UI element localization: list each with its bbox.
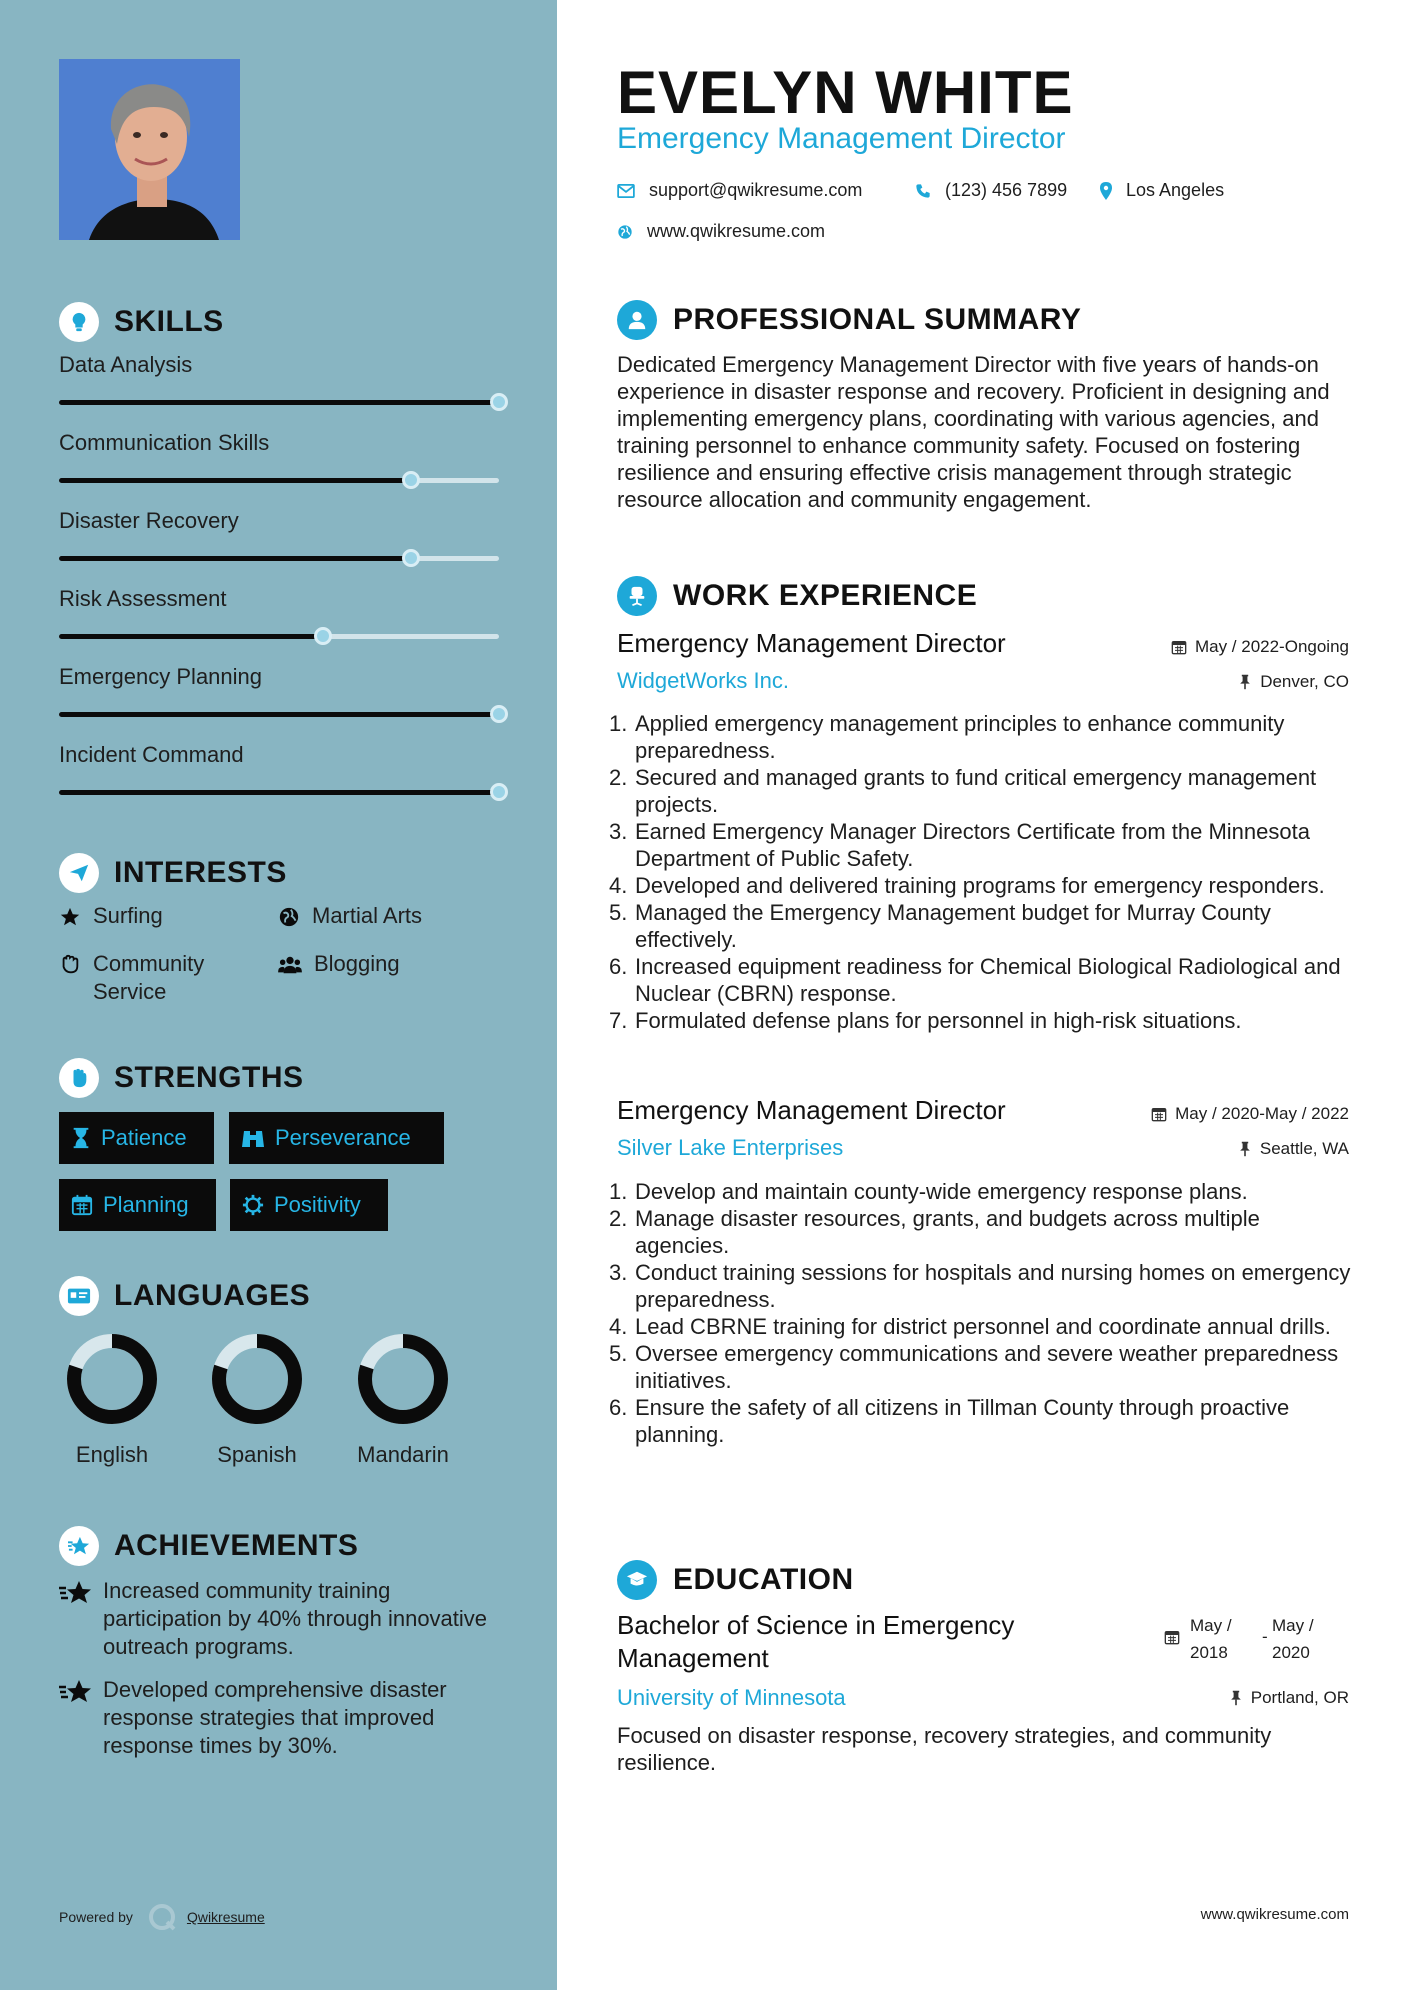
qwikresume-link[interactable]: Qwikresume	[186, 1909, 265, 1925]
skill-bar-knob	[490, 393, 508, 411]
globe-icon	[278, 906, 300, 928]
profile-photo	[59, 59, 240, 240]
duty-item: Conduct training sessions for hospitals and nursing homes on emergency preparedness.	[635, 1260, 1351, 1312]
skill-bar	[59, 790, 499, 795]
phone-text: (123) 456 7899	[945, 180, 1068, 200]
skill-label: Communication Skills	[59, 430, 270, 455]
phone-icon	[915, 183, 931, 199]
edu-location	[1229, 1688, 1349, 1708]
job-location-text: Denver, CO	[1260, 672, 1349, 691]
language-donut	[64, 1331, 160, 1427]
skill-bar	[59, 556, 499, 561]
interests-section-header	[59, 853, 287, 893]
education-heading: EDUCATION	[673, 1563, 854, 1596]
strength-badge	[230, 1179, 388, 1231]
achievement-text: Developed comprehensive disaster response strategies that improved response times by 30%.	[103, 1677, 447, 1758]
job-date-text: May / 2022-Ongoing	[1194, 637, 1349, 656]
edu-date-separator: -	[1262, 1627, 1268, 1646]
skill-bar-fill	[59, 478, 411, 483]
language-label: English	[75, 1442, 149, 1467]
duty-item: Lead CBRNE training for district personnel and coordinate annual drills.	[635, 1314, 1331, 1339]
powered-by-label: Powered by	[59, 1909, 133, 1925]
skill-bar-fill	[59, 712, 499, 717]
pushpin-icon	[1229, 1690, 1243, 1706]
strength-badge	[59, 1112, 214, 1164]
strengths-section-header	[59, 1058, 304, 1098]
edu-date-start: May / 2018	[1190, 1616, 1232, 1662]
duty-item: Developed and delivered training programs for emergency responders.	[635, 873, 1325, 898]
calendar-icon	[1171, 639, 1187, 655]
skill-item	[59, 664, 499, 717]
contact-website[interactable]	[617, 221, 825, 242]
globe-icon	[617, 224, 633, 240]
edu-location-text: Portland, OR	[1250, 1688, 1349, 1707]
star-badge-icon	[59, 1579, 93, 1605]
job-date-text: May / 2020-May / 2022	[1175, 1104, 1349, 1123]
skill-label: Risk Assessment	[59, 586, 227, 611]
education-section-header	[617, 1560, 854, 1600]
achievement-text: Increased community training participation by 40% through innovative outreach programs.	[103, 1578, 488, 1659]
skill-label: Incident Command	[59, 742, 244, 767]
skill-bar-fill	[59, 400, 499, 405]
job-role: Emergency Management Director	[617, 1095, 1006, 1125]
sidebar	[0, 0, 557, 1990]
interest-item	[278, 950, 400, 978]
skill-label: Data Analysis	[59, 352, 193, 377]
pushpin-icon	[1238, 674, 1252, 690]
interest-label: Blogging	[314, 951, 400, 976]
duty-item: Increased equipment readiness for Chemical Biological Radiological and Nuclear (CBRN) response.	[635, 954, 1341, 1006]
edu-date-end: May / 2020	[1272, 1616, 1314, 1662]
strength-label: Patience	[101, 1125, 187, 1150]
summary-text: Dedicated Emergency Management Director with five years of hands-on experience in disaster response and recovery. Proficient in designing and implementing emergency plans, coordinating with various agencies, and training personnel to enhance community safety. Focused on fostering resilience and ensuring effective crisis management through strategic resource allocation and community engagement.	[617, 352, 1330, 512]
gear-icon	[242, 1194, 264, 1216]
job-date	[1171, 637, 1349, 657]
skill-item	[59, 742, 499, 795]
skill-label: Emergency Planning	[59, 664, 263, 689]
duty-item: Secured and managed grants to fund critical emergency management projects.	[635, 765, 1317, 817]
id-card-icon	[59, 1276, 99, 1316]
interest-label: Community Service	[93, 951, 205, 1004]
strength-label: Perseverance	[275, 1125, 411, 1150]
skill-bar	[59, 712, 499, 717]
interest-label: Martial Arts	[312, 903, 423, 928]
job-company: Silver Lake Enterprises	[617, 1135, 844, 1160]
degree-title: Bachelor of Science in Emergency Management	[617, 1610, 1015, 1673]
strength-label: Positivity	[274, 1192, 361, 1217]
office-chair-icon	[617, 576, 657, 616]
summary-heading: PROFESSIONAL SUMMARY	[673, 303, 1082, 336]
contact-location	[1100, 180, 1224, 201]
skill-label: Disaster Recovery	[59, 508, 239, 533]
star-icon	[59, 906, 81, 928]
achievement-item	[59, 1577, 499, 1661]
skill-bar-fill	[59, 790, 499, 795]
candidate-title: Emergency Management Director	[617, 122, 1066, 155]
skill-bar	[59, 634, 499, 639]
website-text: www.qwikresume.com	[647, 221, 826, 241]
languages-section-header	[59, 1276, 310, 1316]
achievements-section-header	[59, 1526, 358, 1566]
contact-phone[interactable]	[915, 180, 1067, 201]
experience-section-header	[617, 576, 977, 616]
job-location-text: Seattle, WA	[1259, 1139, 1349, 1158]
users-icon	[278, 954, 302, 976]
skill-item	[59, 586, 499, 639]
duty-item: Manage disaster resources, grants, and budgets across multiple agencies.	[635, 1206, 1260, 1258]
interest-item	[59, 950, 259, 1006]
footer-website[interactable]: www.qwikresume.com	[1200, 1906, 1349, 1923]
achievements-heading: ACHIEVEMENTS	[114, 1529, 359, 1562]
job-company: WidgetWorks Inc.	[617, 668, 789, 693]
strength-badge	[59, 1179, 216, 1231]
fist-icon	[59, 1058, 99, 1098]
duty-item: Earned Emergency Manager Directors Certificate from the Minnesota Department of Public Safety.	[635, 819, 1310, 871]
interest-item	[278, 902, 422, 930]
skill-bar-knob	[490, 783, 508, 801]
envelope-icon	[617, 184, 635, 198]
summary-section-header	[617, 300, 1081, 340]
achievement-item	[59, 1676, 499, 1760]
pushpin-icon	[1238, 1141, 1252, 1157]
paper-plane-icon	[59, 853, 99, 893]
graduation-icon	[617, 1560, 657, 1600]
skill-bar-knob	[402, 471, 420, 489]
language-item	[197, 1331, 317, 1468]
job-duties-list	[635, 710, 1355, 1034]
candidate-name: EVELYN WHITE	[617, 59, 1074, 126]
map-marker-icon	[1100, 182, 1112, 200]
job-role: Emergency Management Director	[617, 628, 1006, 658]
strength-badge	[229, 1112, 444, 1164]
skill-item	[59, 430, 499, 483]
skills-section-header	[59, 302, 224, 342]
interest-item	[59, 902, 163, 930]
contact-email[interactable]	[617, 180, 862, 201]
job-duties-list	[635, 1178, 1355, 1448]
lightbulb-icon	[59, 302, 99, 342]
star-badge-icon	[59, 1678, 93, 1704]
education-description: Focused on disaster response, recovery strategies, and community resilience.	[617, 1723, 1272, 1775]
experience-heading: WORK EXPERIENCE	[673, 579, 978, 612]
skill-bar-knob	[490, 705, 508, 723]
duty-item: Managed the Emergency Management budget for Murray County effectively.	[635, 900, 1271, 952]
language-donut	[209, 1331, 305, 1427]
skill-bar-knob	[314, 627, 332, 645]
job-location	[1238, 672, 1349, 692]
hand-icon	[59, 954, 81, 976]
duty-item: Develop and maintain county-wide emergency response plans.	[635, 1179, 1248, 1204]
strengths-heading: STRENGTHS	[114, 1061, 304, 1094]
skill-bar-knob	[402, 549, 420, 567]
skill-bar	[59, 400, 499, 405]
language-item	[52, 1331, 172, 1468]
school-name: University of Minnesota	[617, 1685, 846, 1710]
skill-item	[59, 508, 499, 561]
skills-heading: SKILLS	[114, 305, 224, 338]
duty-item: Applied emergency management principles to enhance community preparedness.	[635, 711, 1285, 763]
language-item	[343, 1331, 463, 1468]
skill-bar	[59, 478, 499, 483]
skill-bar-fill	[59, 556, 411, 561]
calendar-icon	[1164, 1629, 1180, 1645]
job-date	[1151, 1104, 1349, 1124]
duty-item: Formulated defense plans for personnel in high-risk situations.	[635, 1008, 1242, 1033]
calendar-icon	[71, 1194, 93, 1216]
language-donut	[355, 1331, 451, 1427]
user-icon	[617, 300, 657, 340]
star-badge-icon	[59, 1526, 99, 1566]
language-label: Mandarin	[357, 1442, 449, 1467]
interests-heading: INTERESTS	[114, 856, 287, 889]
strength-label: Planning	[103, 1192, 189, 1217]
qwikresume-logo-icon	[147, 1902, 177, 1932]
binoculars-icon	[241, 1127, 265, 1149]
language-label: Spanish	[217, 1442, 297, 1467]
duty-item: Ensure the safety of all citizens in Tillman County through proactive planning.	[635, 1395, 1290, 1447]
calendar-icon	[1151, 1106, 1167, 1122]
hourglass-icon	[71, 1127, 91, 1149]
languages-heading: LANGUAGES	[114, 1279, 311, 1312]
duty-item: Oversee emergency communications and severe weather preparedness initiatives.	[635, 1341, 1339, 1393]
skill-item	[59, 352, 499, 405]
location-text: Los Angeles	[1126, 180, 1225, 200]
job-location	[1238, 1139, 1349, 1159]
interest-label: Surfing	[93, 903, 163, 928]
email-text: support@qwikresume.com	[649, 180, 863, 200]
powered-by	[59, 1902, 265, 1932]
skill-bar-fill	[59, 634, 323, 639]
